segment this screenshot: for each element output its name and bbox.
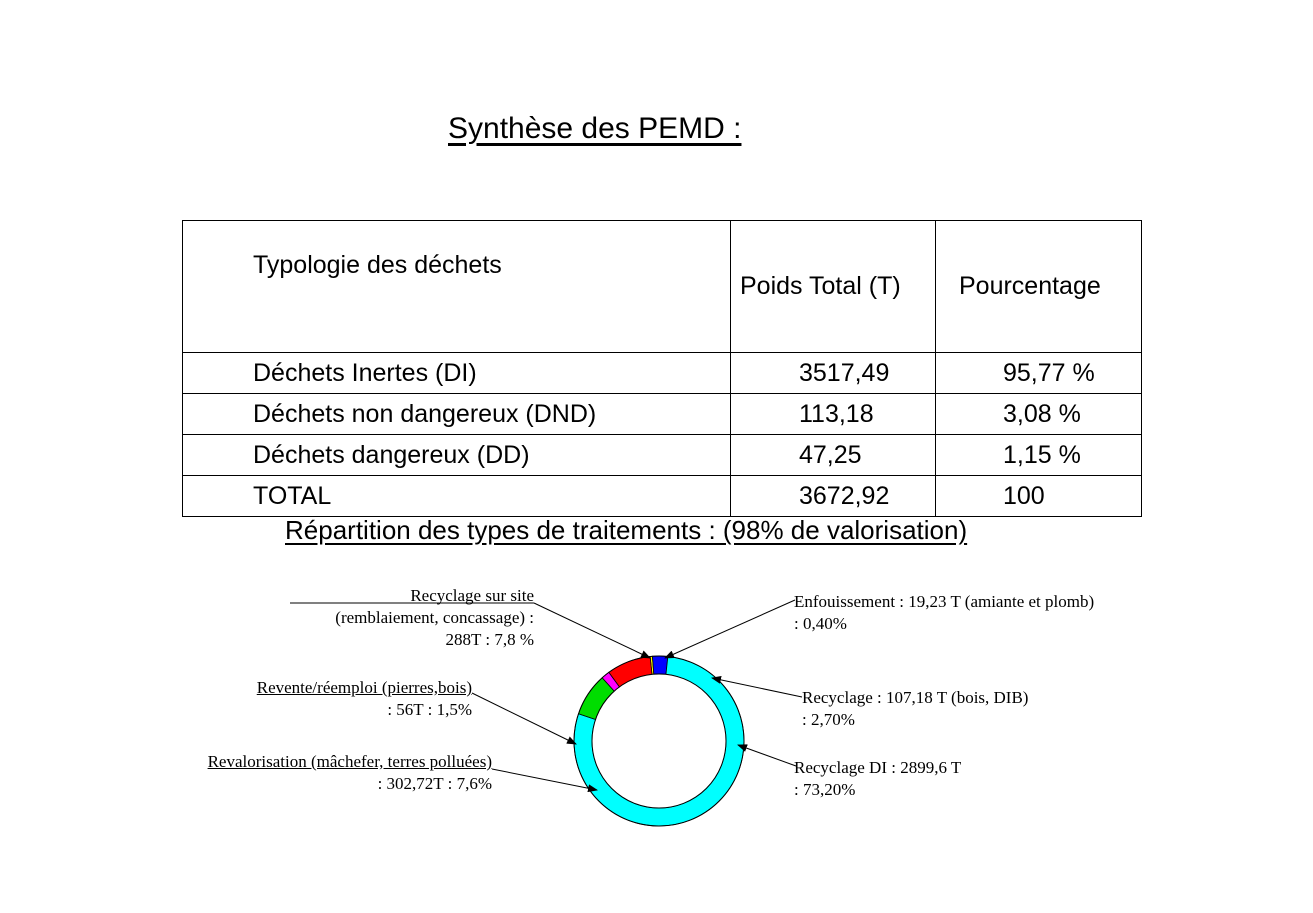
row-typology: Déchets dangereux (DD)	[183, 435, 731, 476]
arrow-resale	[472, 693, 576, 744]
row-typology: Déchets non dangereux (DND)	[183, 394, 731, 435]
label-line: : 56T : 1,5%	[387, 700, 472, 719]
row-percentage: 1,15 %	[936, 435, 1142, 476]
label-line: : 0,40%	[794, 614, 847, 633]
header-percentage: Pourcentage	[936, 221, 1142, 353]
total-label: TOTAL	[183, 476, 731, 517]
header-typology: Typologie des déchets	[183, 221, 731, 353]
label-resale	[200, 677, 472, 721]
label-site-recycling	[294, 585, 534, 651]
label-line: Revente/réemploi (pierres,bois)	[256, 678, 472, 697]
arrow-site-recycling	[534, 603, 650, 658]
row-percentage: 3,08 %	[936, 394, 1142, 435]
total-weight: 3672,92	[731, 476, 936, 517]
label-line: Recyclage DI : 2899,6 T	[794, 758, 962, 777]
page-title: Synthèse des PEMD :	[448, 112, 742, 145]
row-weight: 113,18	[731, 394, 936, 435]
label-revalorisation	[140, 751, 492, 795]
row-weight: 47,25	[731, 435, 936, 476]
arrow-landfill	[665, 600, 795, 658]
label-landfill	[794, 591, 1094, 635]
label-line: : 2,70%	[802, 710, 855, 729]
label-line: Enfouissement : 19,23 T (amiante et plomb)	[794, 592, 1095, 611]
row-weight: 3517,49	[731, 353, 936, 394]
label-line: (remblaiement, concassage) :	[335, 608, 534, 627]
row-percentage: 95,77 %	[936, 353, 1142, 394]
label-line: Revalorisation (mâchefer, terres polluées)	[207, 752, 492, 771]
row-typology: Déchets Inertes (DI)	[183, 353, 731, 394]
label-line: Recyclage : 107,18 T (bois, DIB)	[802, 688, 1029, 707]
label-line: : 73,20%	[794, 780, 856, 799]
label-line: 288T : 7,8 %	[445, 630, 534, 649]
donut-inner-edge	[592, 674, 726, 808]
label-line: : 302,72T : 7,6%	[377, 774, 492, 793]
header-weight: Poids Total (T)	[731, 221, 936, 353]
label-line: Recyclage sur site	[410, 586, 534, 605]
arrow-recycling-di	[738, 745, 796, 766]
label-recycling-di	[794, 757, 961, 801]
total-percentage: 100	[936, 476, 1142, 517]
donut-segment-recycling-wood	[652, 656, 667, 674]
chart-subtitle: Répartition des types de traitements : (98% de valorisation)	[285, 515, 968, 545]
label-recycling-wood	[802, 687, 1028, 731]
